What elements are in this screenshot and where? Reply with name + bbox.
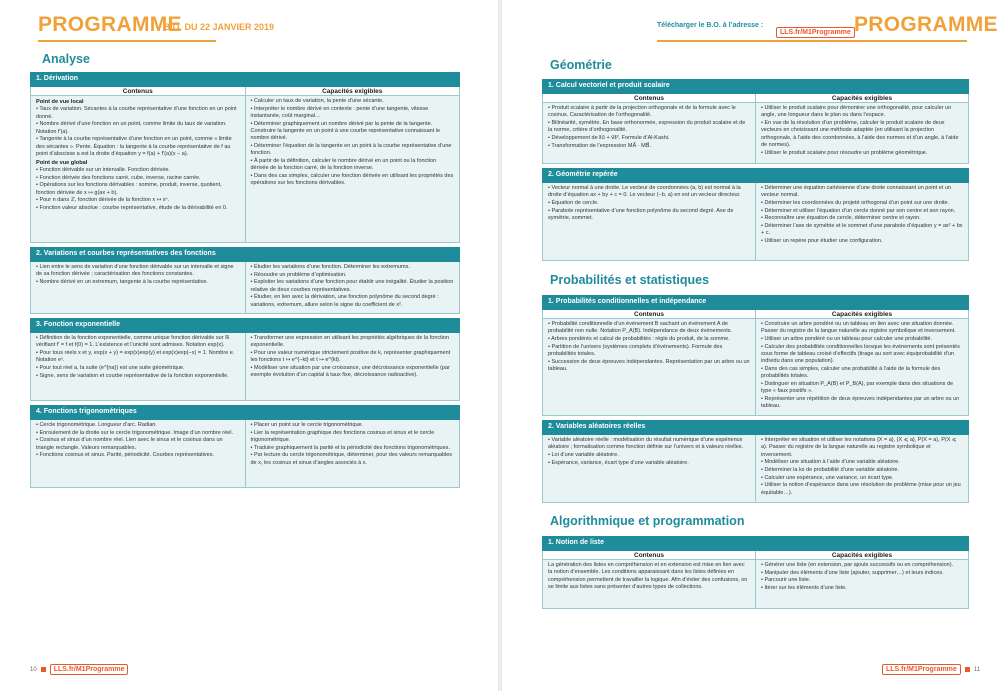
- list-item: • Pour une valeur numérique strictement positive de k, représenter graphiquement les fonctions t ↦ e^{−kt} et t ↦ e^{kt}.: [250, 350, 451, 364]
- list-item: • Déterminer la loi de probabilité d’une variable aléatoire.: [761, 467, 899, 473]
- list-item: • Bilinéarité, symétrie. En base orthonormée, expression du produit scalaire et de la norme, critère d’orthogonalité.: [548, 120, 746, 134]
- list-item: • Déterminer les coordonnées du projeté orthogonal d’un point sur une droite.: [761, 200, 950, 206]
- list-item: • Transformer une expression en utilisant les propriétés algébriques de la fonction exponentielle.: [250, 335, 450, 349]
- col-head-contenus: Contenus: [634, 95, 664, 102]
- list-item: • Étudier les variations d’une fonction. Déterminer les extremums.: [250, 264, 410, 270]
- list-item: • Produit scalaire à partir de la projection orthogonale et de la formule avec le cosinus. Caractérisation de l’orthogonalité.: [548, 105, 736, 119]
- section-bar-trigonometrie: 4. Fonctions trigonométriques: [30, 405, 460, 420]
- list-item: • Calculer une espérance, une variance, un écart type.: [761, 474, 894, 481]
- list-item: • Construire un arbre pondéré ou un tableau en lien avec une situation donnée. Passer du registre de la langue naturelle au registre symbolique et inversement.: [761, 321, 956, 335]
- section-geometrie-reperee: [542, 183, 969, 261]
- header-link-wrap: [776, 21, 855, 39]
- section-bar-variables-aleatoires: 2. Variables aléatoires réelles: [542, 420, 969, 435]
- list-item: • Déterminer graphiquement un nombre dérivé par la pente de la tangente. Construire la tangente en un point à une courbe représentative connaissant le nombre dérivé.: [250, 120, 441, 142]
- page-header-title: PROGRAMME: [854, 13, 998, 36]
- list-item: • Utiliser le produit scalaire pour démontrer une orthogonalité, pour calculer un angle, une longueur dans le plan ou dans l’espace.: [761, 105, 952, 119]
- list-item: • Déterminer l’axe de symétrie et le sommet d’une parabole d’équation y = ax² + bx + c.: [761, 222, 963, 237]
- probabilites-title: Probabilités et statistiques: [550, 273, 710, 287]
- left-footer: [30, 664, 128, 675]
- list-item: • Interpréter en situation et utiliser les notations {X = a}, {X ⩽ a}, P(X = a), P(X ⩽ a). Passer du registre de la langue naturelle au registre symbolique et inversement.: [761, 437, 957, 458]
- header-underline: [38, 40, 216, 42]
- list-item: • Loi d’une variable aléatoire.: [548, 452, 619, 458]
- square-bullet-icon: [41, 667, 46, 672]
- list-item: • Modéliser une situation par une croissance, une décroissance exponentielle (par exemple évolution d’un capital à taux fixe, décroissance radioactive).: [250, 365, 450, 379]
- col-head-capacites: Capacités exigibles: [755, 94, 968, 102]
- list-item: • Pour tous réels x et y, exp(x + y) = exp(x)exp(y) et exp(x)exp(−x) = 1. Nombre e. Notation eˣ.: [36, 350, 235, 364]
- list-item: • Équation de cercle.: [548, 200, 599, 206]
- algorithmique-title: Algorithmique et programmation: [550, 514, 745, 528]
- list-item: • Probabilité conditionnelle d’un événement B sachant un événement A de probabilité non nulle. Notation P_A(B). Indépendance de deux événements.: [548, 321, 733, 335]
- list-item: • Taux de variation. Sécantes à la courbe représentative d’une fonction en un point donné.: [36, 106, 237, 120]
- section-exponentielle: [30, 333, 460, 401]
- section-variables-aleatoires: [542, 435, 969, 503]
- footer-link[interactable]: LLS.fr/M1Programme: [882, 664, 961, 675]
- list-item: • Itérer sur les éléments d’une liste.: [761, 584, 847, 591]
- list-item: • Calculer des probabilités conditionnelles lorsque les événements sont présentés sous forme de tableau croisé d’effectifs (tirage au sort avec équiprobabilité d’un individu dans une population).: [761, 343, 960, 365]
- list-item: • Vecteur normal à une droite. Le vecteur de coordonnées (a, b) est normal à la droite d’équation ax + by + c = 0. Le vecteur (−b, a) en est un vecteur directeur.: [548, 185, 741, 199]
- col-head-capacites: Capacités exigibles: [755, 310, 968, 318]
- list-item: • Utiliser un arbre pondéré ou un tableau pour calculer une probabilité.: [761, 336, 933, 342]
- list-item: • Traduire graphiquement la parité et la périodicité des fonctions trigonométriques.: [250, 444, 450, 451]
- list-item: • Distinguer en situation P_A(B) et P_B(A), par exemple dans des situations de type « faux positifs ».: [761, 381, 954, 395]
- list-item: • Variable aléatoire réelle : modélisation du résultat numérique d’une expérience aléatoire ; formalisation comme fonction définie sur l’univers et à valeurs réelles.: [548, 437, 744, 451]
- list-item: • Utiliser la notion d’espérance dans une résolution de problème (mise pour un jeu équitable…).: [761, 482, 961, 496]
- list-item: • Exploiter les variations d’une fonction pour établir une inégalité. Étudier la position relative de deux courbes représentatives.: [250, 279, 454, 293]
- list-item: • Parabole représentative d’une fonction polynôme du second degré. Axe de symétrie, sommet.: [548, 207, 734, 221]
- list-item: • Pour tout réel a, la suite (e^{na}) est une suite géométrique.: [36, 365, 185, 371]
- section-bar-produit-scalaire: 1. Calcul vectoriel et produit scalaire: [542, 79, 969, 94]
- list-item: • Lier la représentation graphique des fonctions cosinus et sinus et le cercle trigonométrique.: [250, 429, 435, 443]
- list-item: • Partition de l’univers (systèmes complets d’événements). Formule des probabilités totales.: [548, 343, 723, 357]
- list-item: • Placer un point sur le cercle trigonométrique.: [250, 422, 364, 428]
- section-produit-scalaire: [542, 94, 969, 164]
- derivation-capacites: [245, 96, 460, 242]
- col-head-capacites: Capacités exigibles: [245, 87, 460, 95]
- section-variations: [30, 262, 460, 314]
- list-item: • En vue de la résolution d’un problème, calculer le produit scalaire de deux vecteurs en choisissant une méthode adaptée (en utilisant la projection orthogonale, à l’aide des coordonnées, à l’aide des normes et d’un angle, à l’aide de normes).: [761, 120, 959, 149]
- section-bar-geometrie-reperee: 2. Géométrie repérée: [542, 168, 969, 183]
- list-item: • Développement de ‖u⃗ + v⃗‖². Formule d’Al-Kashi.: [548, 135, 670, 141]
- list-item: • Modéliser une situation à l’aide d’une variable aléatoire.: [761, 459, 900, 466]
- list-item: La génération des listes en compréhension et en extension est mise en lien avec la notion d’ensemble. Les conditions apparaissant dans les listes définies en compréhension permettent de travailler la logique. Afin d’éviter des confusions, on se limite aux listes sans présenter d’autres types de collections.: [548, 562, 748, 591]
- page-number: 11: [973, 666, 981, 673]
- right-page: [502, 0, 1000, 691]
- page-header-title: PROGRAMME: [38, 13, 182, 36]
- list-item: • Lien entre le sens de variation d’une fonction dérivable sur un intervalle et signe de sa fonction dérivée ; caractérisation des fonctions constantes.: [36, 264, 234, 278]
- section-bar-proba-conditionnelles: 1. Probabilités conditionnelles et indépendance: [542, 295, 969, 310]
- list-item: • Calculer un taux de variation, la pente d’une sécante.: [250, 98, 384, 104]
- section-trigonometrie: [30, 420, 460, 488]
- col-head-contenus: Contenus: [634, 552, 664, 559]
- list-item: • Dans des cas simples, calculer une probabilité à l’aide de la formule des probabilités totales.: [761, 366, 941, 380]
- geometrie-title: Géométrie: [550, 58, 612, 72]
- list-item: • Générer une liste (en extension, par ajouts successifs ou en compréhension).: [761, 562, 954, 568]
- subheading-local: Point de vue local: [36, 99, 84, 105]
- right-footer: [882, 664, 980, 675]
- list-item: • Fonction dérivable sur un intervalle. Fonction dérivée.: [36, 167, 170, 174]
- col-head-capacites: Capacités exigibles: [755, 551, 968, 559]
- list-item: • Fonction dérivée des fonctions carré, cube, inverse, racine carrée.: [36, 174, 201, 181]
- section-proba-conditionnelles: [542, 310, 969, 416]
- derivation-contenus: [31, 96, 245, 242]
- list-item: • Résoudre un problème d’optimisation.: [250, 271, 347, 278]
- list-item: • Déterminer une équation cartésienne d’une droite connaissant un point et un vecteur normal.: [761, 185, 951, 199]
- list-item: • Succession de deux épreuves indépendantes. Représentation par un arbre ou un tableau.: [548, 358, 750, 372]
- list-item: • Interpréter le nombre dérivé en contexte : pente d’une tangente, vitesse instantanée, coût marginal…: [250, 105, 429, 119]
- section-bar-listes: 1. Notion de liste: [542, 536, 969, 551]
- header-link[interactable]: LLS.fr/M1Programme: [776, 27, 855, 38]
- list-item: • Fonction valeur absolue : courbe représentative, étude de la dérivabilité en 0.: [36, 204, 228, 211]
- section-derivation: [30, 87, 460, 243]
- list-item: • Nombre dérivé en un extremum, tangente à la courbe représentative.: [36, 279, 208, 285]
- left-page: [0, 0, 498, 691]
- list-item: • Transformation de l’expression MA⃗ · MB⃗.: [548, 142, 651, 149]
- header-underline: [657, 40, 967, 42]
- section-listes: [542, 551, 969, 609]
- list-item: • Tangente à la courbe représentative d’une fonction en un point, comme « limite des sécantes ». Pente. Équation : la tangente à la courbe représentative de f au point d’abscisse a est la droite d’équation y = f(a) + f′(a)(x − a).: [36, 136, 232, 158]
- section-bar-exponentielle: 3. Fonction exponentielle: [30, 318, 460, 333]
- list-item: • Espérance, variance, écart type d’une variable aléatoire.: [548, 459, 689, 466]
- list-item: • Nombre dérivé d’une fonction en un point, comme limite du taux de variation. Notation f′(a).: [36, 121, 227, 135]
- square-bullet-icon: [965, 667, 970, 672]
- list-item: • Représenter une répétition de deux épreuves indépendantes par un arbre ou un tableau.: [761, 396, 960, 410]
- download-text: Télécharger le B.O. à l’adresse :: [657, 22, 764, 29]
- list-item: • Cercle trigonométrique. Longueur d’arc. Radian.: [36, 422, 157, 428]
- page-number: 10: [30, 666, 37, 673]
- analyse-title: Analyse: [42, 52, 90, 66]
- list-item: • Parcourir une liste.: [761, 577, 811, 584]
- list-item: • Pour n dans ℤ, fonction dérivée de la fonction x ↦ xⁿ.: [36, 197, 170, 204]
- list-item: • À partir de la définition, calculer le nombre dérivé en un point ou la fonction dérivée de la fonction carré, de la fonction inverse.: [250, 158, 437, 172]
- list-item: • Étudier, en lien avec la dérivation, une fonction polynôme du second degré : variations, extremum, allure selon le signe du coefficient de x².: [250, 294, 439, 308]
- list-item: • Arbres pondérés et calcul de probabilités : règle du produit, de la somme.: [548, 336, 730, 342]
- col-head-contenus: Contenus: [122, 88, 153, 95]
- col-head-contenus: Contenus: [634, 311, 664, 318]
- list-item: • Par lecture du cercle trigonométrique, déterminer, pour des valeurs remarquables de x, les cosinus et sinus d’angles associés à x.: [250, 452, 453, 466]
- list-item: • Signe, sens de variation et courbe représentative de la fonction exponentielle.: [36, 372, 229, 379]
- list-item: • Opérations sur les fonctions dérivables : somme, produit, inverse, quotient, fonction dérivée de x ↦ g(ax + b).: [36, 182, 222, 196]
- list-item: • Reconnaître une équation de cercle, déterminer centre et rayon.: [761, 215, 921, 222]
- list-item: • Enroulement de la droite sur le cercle trigonométrique. Image d’un nombre réel.: [36, 429, 233, 436]
- list-item: • Manipuler des éléments d’une liste (ajouter, supprimer…) et leurs indices.: [761, 569, 944, 576]
- list-item: • Déterminer et utiliser l’équation d’un cercle donné par son centre et son rayon.: [761, 207, 956, 214]
- list-item: • Déterminer l’équation de la tangente en un point à la courbe représentative d’une fonction.: [250, 143, 452, 157]
- list-item: • Définition de la fonction exponentielle, comme unique fonction dérivable sur ℝ vérifiant f′ = f et f(0) = 1. L’existence et l’unicité sont admises. Notation exp(x).: [36, 335, 230, 349]
- list-item: • Utiliser un repère pour étudier une configuration.: [761, 237, 883, 244]
- section-bar-derivation: 1. Dérivation: [30, 72, 460, 87]
- page-header-subtitle: - B.O. DU 22 JANVIER 2019: [158, 22, 275, 32]
- list-item: • Fonctions cosinus et sinus. Parité, périodicité. Courbes représentatives.: [36, 452, 215, 459]
- list-item: • Cosinus et sinus d’un nombre réel. Lien avec le sinus et le cosinus dans un triangle rectangle. Valeurs remarquables.: [36, 437, 223, 451]
- section-bar-variations: 2. Variations et courbes représentatives des fonctions: [30, 247, 460, 262]
- footer-link[interactable]: LLS.fr/M1Programme: [50, 664, 129, 675]
- subheading-global: Point de vue global: [36, 159, 88, 166]
- list-item: • Dans des cas simples, calculer une fonction dérivée en utilisant les propriétés des opérations sur les fonctions dérivables.: [250, 173, 454, 187]
- list-item: • Utiliser le produit scalaire pour résoudre un problème géométrique.: [761, 149, 928, 156]
